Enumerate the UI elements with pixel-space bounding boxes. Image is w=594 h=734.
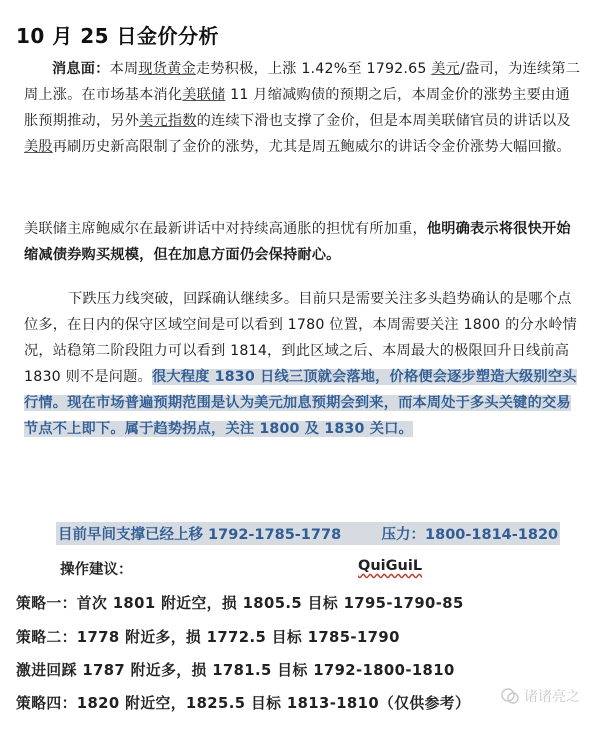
powell-paragraph xyxy=(24,216,584,268)
news-text: 再刷历史新高限制了金价的涨势，尤其是周五鲍威尔的讲话令金价涨势大幅回撤。 xyxy=(52,139,571,155)
powell-bold: 他明确表示将很快开始缩减债券购买规模，但在加息方面仍会保持耐心。 xyxy=(24,221,571,263)
analysis-highlight: 很大程度 1830 日线三顶就会落地，价格便会逐步塑造大级别空头行情。现在市场普遍预期范围是认为美元加息预期会到来，而本周处于多头关键的交易节点不上即下。属于趋势拐点，关注 1800 及 1830 关口。 xyxy=(24,369,577,437)
keyword-link[interactable]: 美股 xyxy=(24,139,53,155)
powell-normal: 美联储主席鲍威尔在最新讲话中对持续高通胀的担忧有所加重， xyxy=(24,221,427,237)
wechat-logo-icon xyxy=(500,686,520,706)
keyword-link[interactable]: 美元 xyxy=(431,61,461,77)
support-resistance-line: 目前早间支撑已经上移 1792-1785-1778 压力：1800-1814-1820 xyxy=(56,522,560,545)
news-text: /盎司，为连续第二周上涨。在市场基本消化 xyxy=(24,61,581,103)
watermark-text: 诸诸亮之 xyxy=(524,689,580,705)
news-text: 11 月缩减购债的预期之后，本周金价的涨势主要由通胀预期推动，另外 xyxy=(24,87,570,129)
analysis-paragraph xyxy=(24,286,584,442)
operation-label: 操作建议： xyxy=(60,562,133,578)
news-paragraph xyxy=(24,56,584,160)
author-signature: QuiGuiL xyxy=(358,558,423,574)
article-title: 10 月 25 日金价分析 xyxy=(16,24,220,48)
news-text: 走势积极，上涨 1.42%至 1792.65 xyxy=(195,61,432,77)
strategy-2: 策略二：1778 附近多，损 1772.5 目标 1785-1790 xyxy=(16,629,400,646)
news-lead: 消息面： xyxy=(52,61,110,77)
analysis-normal: 下跌压力线突破，回踩确认继续多。目前只是需要关注多头趋势确认的是哪个点位多，在日内的保守区域空间是可以看到 1780 位置，本周需要关注 1800 的分水岭情况，站稳第二阶段阻力可以看到 1814，到此区域之后、本周最大的极限回升日线前高 1830 则不是问题。 xyxy=(24,291,578,385)
news-text: 本周 xyxy=(109,61,139,77)
watermark xyxy=(500,686,580,706)
keyword-link[interactable]: 美联储 xyxy=(182,87,226,103)
strategy-1: 策略一：首次 1801 附近空，损 1805.5 目标 1795-1790-85 xyxy=(16,595,464,612)
news-text: 的连续下滑也支撑了金价，但是本周美联储官员的讲话以及 xyxy=(196,113,571,129)
keyword-link[interactable]: 美元指数 xyxy=(139,113,197,129)
strategy-3: 激进回踩 1787 附近多，损 1781.5 目标 1792-1800-1810 xyxy=(16,662,455,679)
strategy-4: 策略四：1820 附近空，1825.5 目标 1813-1810（仅供参考） xyxy=(16,695,471,712)
keyword-link[interactable]: 现货黄金 xyxy=(138,61,196,77)
